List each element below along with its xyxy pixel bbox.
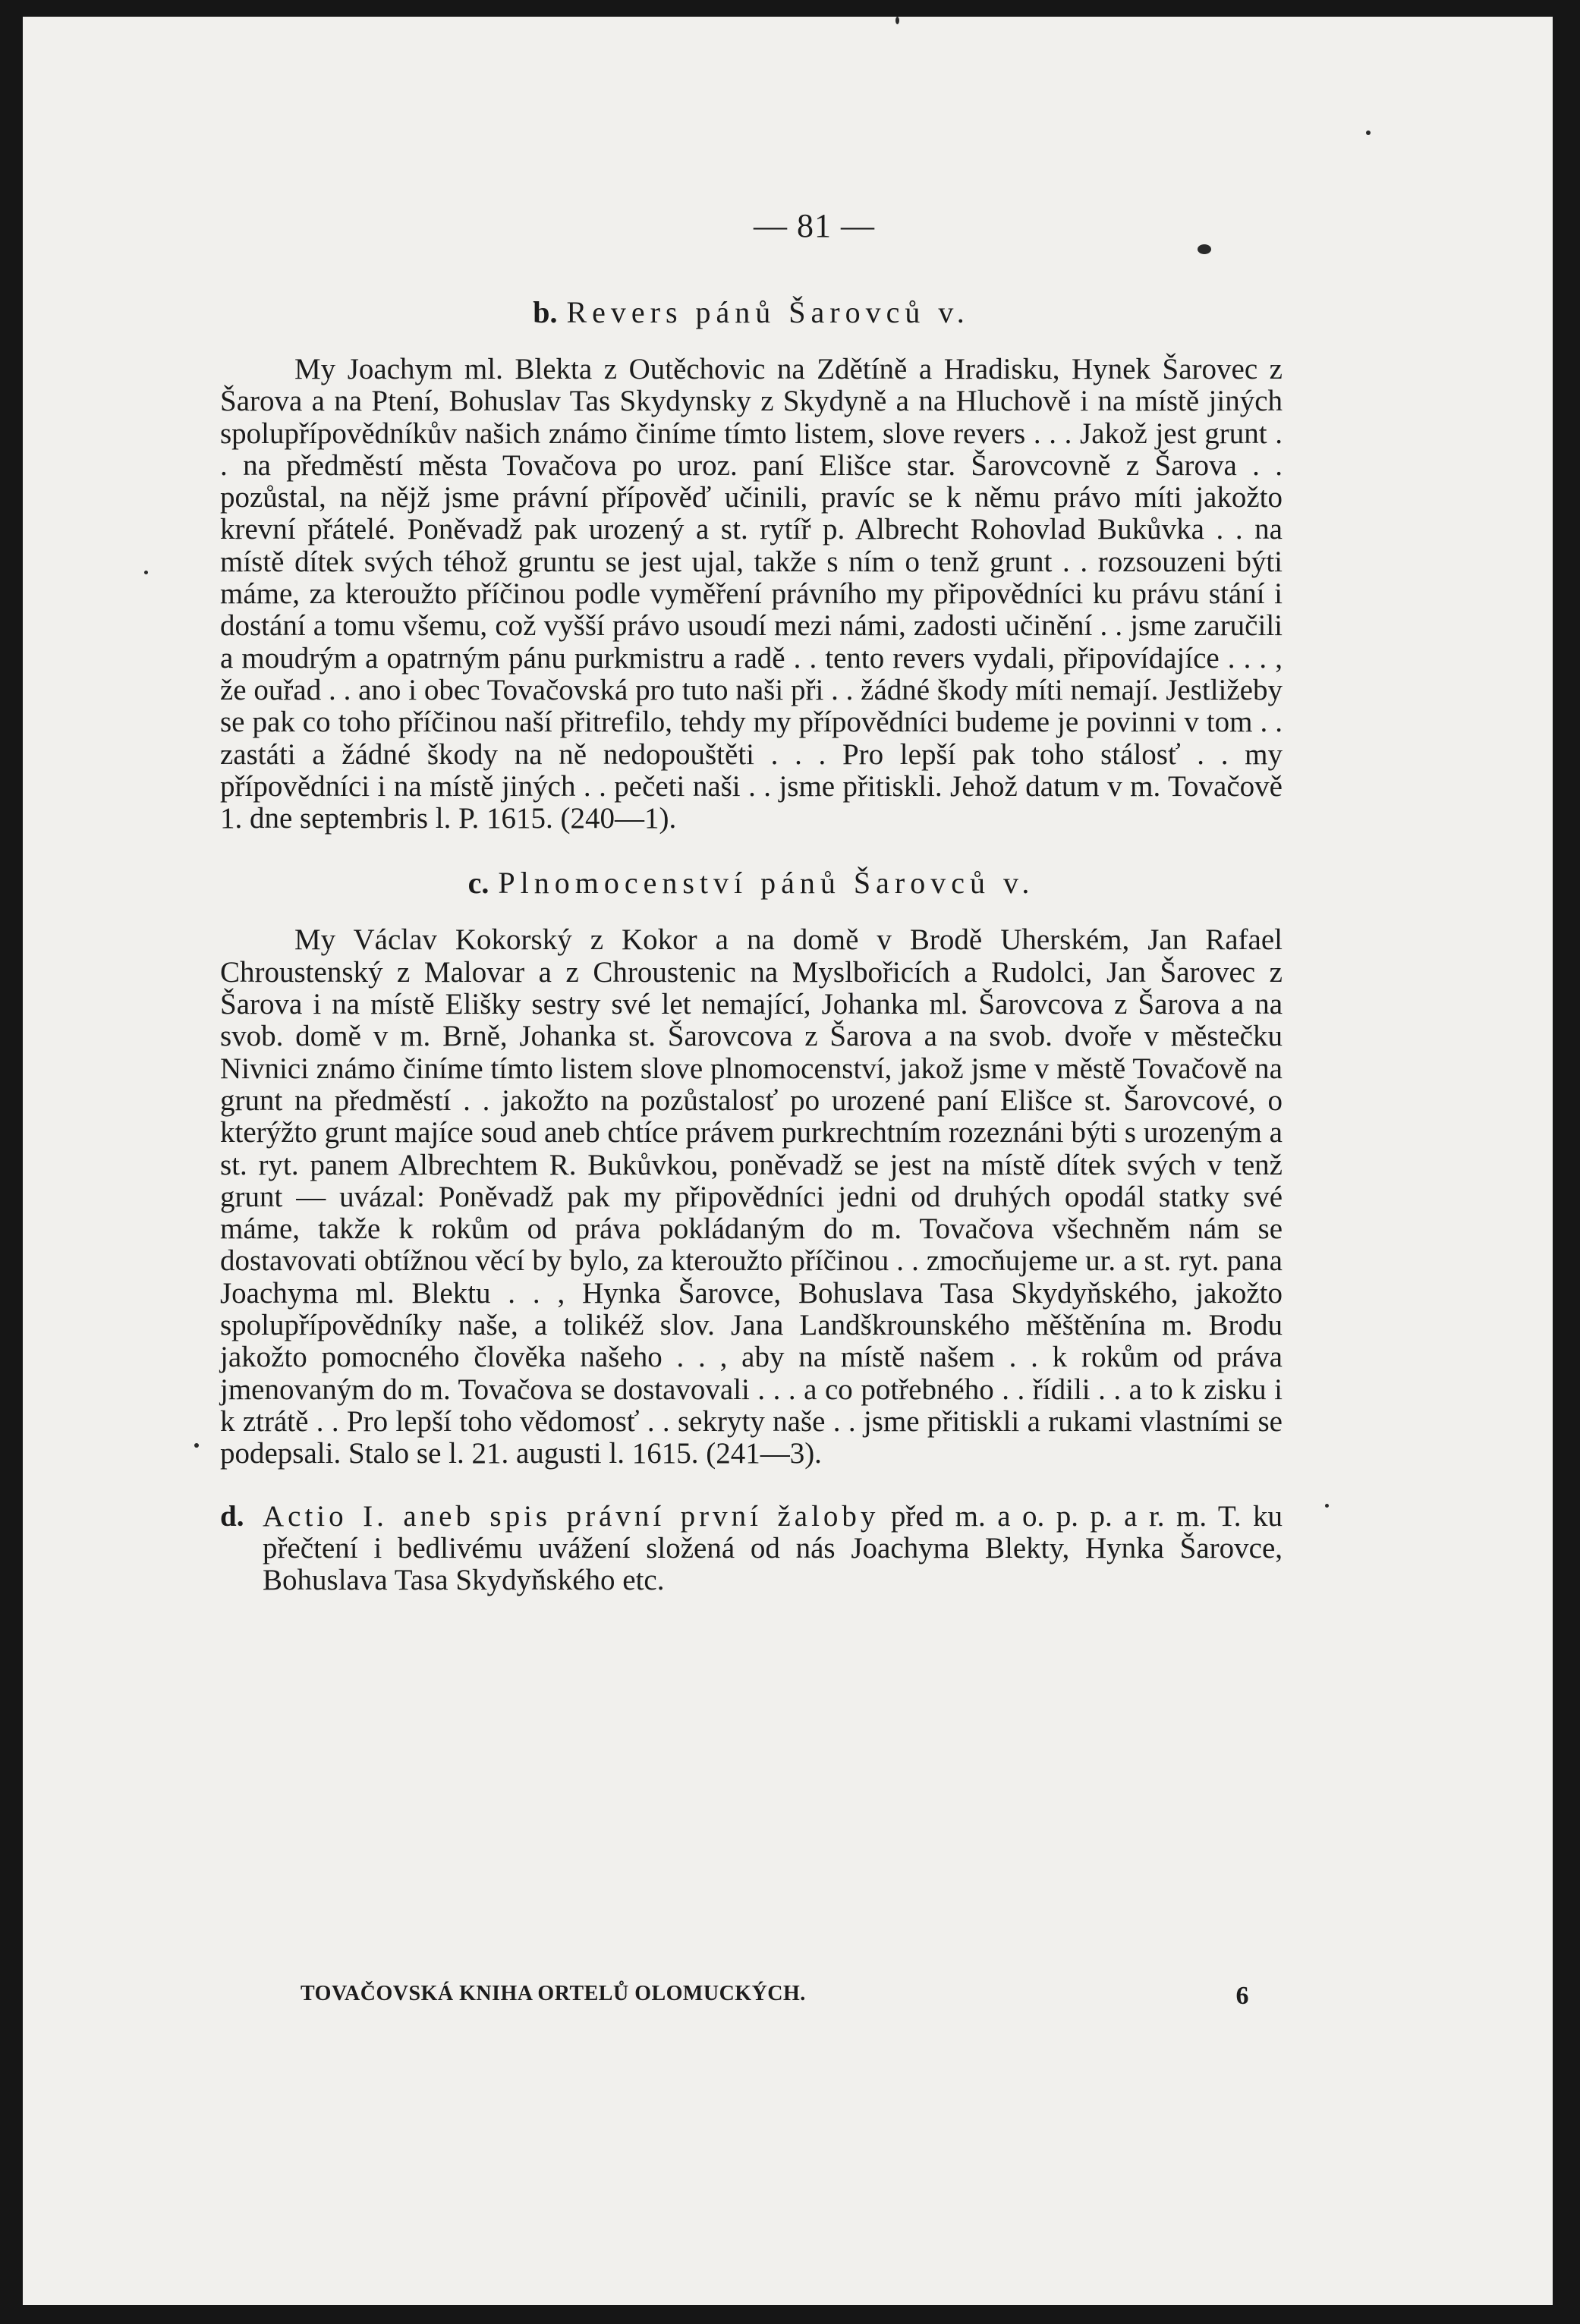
section-c-title: Plnomocenství pánů Šarovců v. <box>498 866 1035 901</box>
footer-title: TOVAČOVSKÁ KNIHA ORTELŮ OLOMUCKÝCH. <box>301 1982 806 2005</box>
section-d-letter: d. <box>220 1499 244 1533</box>
section-d-rest: před m. a o. p. p. a r. m. T. ku přečtení i bedlivému uvážení složená od nás Joachyma Blekty, Hynka Šarovce, Bohuslava Tasa Skydyňského etc. <box>263 1499 1283 1596</box>
document-page <box>23 17 1553 2305</box>
page-number: — 81 — <box>754 207 875 244</box>
section-b-title: Revers pánů Šarovců v. <box>566 295 970 329</box>
document-body <box>220 297 1283 1596</box>
section-d-lead: Actio I. aneb spis právní první žaloby <box>263 1499 880 1533</box>
scan-speck <box>1325 1504 1329 1508</box>
scan-speck <box>1366 131 1371 135</box>
section-c-letter: c. <box>467 866 489 901</box>
scan-speck <box>144 571 148 574</box>
scan-speck <box>1198 244 1211 254</box>
section-b-body: My Joachym ml. Blekta z Outěchovic na Zdětíně a Hradisku, Hynek Šarovec z Šarova a na Ptení, Bohuslav Tas Skydynsky z Skydyně a na Hluchově i na místě jiných spolupřípovědníkův našich známo činíme tímto listem, slove revers . . . Jakož jest grunt . . na předměstí města Tovačova po uroz. paní Elišce star. Šarovcovně z Šarova . . pozůstal, na nějž jsme právní přípověď učinili, pravíc se k němu právo míti jakožto krevní přátelé. Poněvadž pak urozený a st. rytíř p. Albrecht Rohovlad Bukůvka . . na místě dítek svých téhož gruntu se jest ujal, takže s ním o tenž grunt . . rozsouzeni býti máme, za kteroužto příčinou podle vyměření právního my připovědníci ku právu stání i dostání a tomu všemu, což vyšší právo usoudí mezi námi, zadosti učinění . . jsme zaručili a moudrým a opatrným pánu purkmistru a radě . . tento revers vydali, připovídajíce . . . , že ouřad . . ano i obec Tovačovská pro tuto naši při . . žádné škody míti nemají. Jestližeby se pak co toho příčinou naší přitrefilo, tehdy my přípovědníci budeme je povinni v tom . . zastáti a žádné škody na ně nedopouštěti . . . Pro lepší pak toho stálosť . . my přípovědníci i na místě jiných . . pečeti naši . . jsme přitiskli. Jehož datum v m. Tovačově 1. dne septembris l. P. 1615. (240—1). <box>220 353 1283 835</box>
section-d <box>220 1501 1283 1596</box>
section-c-body: My Václav Kokorský z Kokor a na domě v Brodě Uherském, Jan Rafael Chroustenský z Malovar a z Chroustenic na Myslbořicích a Rudolci, Jan Šarovec z Šarova i na místě Elišky sestry své let nemající, Johanka ml. Šarovcova z Šarova a na svob. domě v m. Brně, Johanka st. Šarovcova z Šarova a na svob. dvoře v městečku Nivnici známo činíme tímto listem slove plnomocenství, jakož jsme v městě Tovačově na grunt na předměstí . . jakožto na pozůstalosť po urozené paní Elišce st. Šarovcové, o kterýžto grunt majíce soud aneb chtíce právem purkrechtním rozeznáni býti s urozeným a st. ryt. panem Albrechtem R. Bukůvkou, poněvadž se jest na místě dítek svých v tenž grunt — uvázal: Poněvadž pak my připovědníci jedni od druhých opodál statky své máme, takže k rokům od práva pokládaným do m. Tovačova všechněm nám se dostavovati obtížnou věcí by bylo, za kteroužto příčinou . . zmocňujeme ur. a st. ryt. pana Joachyma ml. Blektu . . , Hynka Šarovce, Bohuslava Tasa Skydyňského, jakožto spolupřípovědníky naše, a tolikéž slov. Jana Landškrounského měštěnína m. Brodu jakožto pomocného člověka našeho . . , aby na místě našem . . k rokům od práva jmenovaným do m. Tovačova se dostavovali . . . a co potřebného . . řídili . . a to k zisku i k ztrátě . . Pro lepší toho vědomosť . . sekryty naše . . jsme přitiskli a rukami vlastními se podepsali. Stalo se l. 21. augusti l. 1615. (241—3). <box>220 923 1283 1470</box>
page-footer <box>301 1982 1249 2011</box>
section-b-heading <box>220 297 1283 328</box>
scan-speck <box>194 1443 199 1448</box>
scan-speck <box>895 17 899 24</box>
section-c-heading <box>220 866 1283 901</box>
section-d-text <box>263 1501 1283 1596</box>
signature-mark: 6 <box>1235 1982 1249 2010</box>
section-b-letter: b. <box>533 295 558 329</box>
